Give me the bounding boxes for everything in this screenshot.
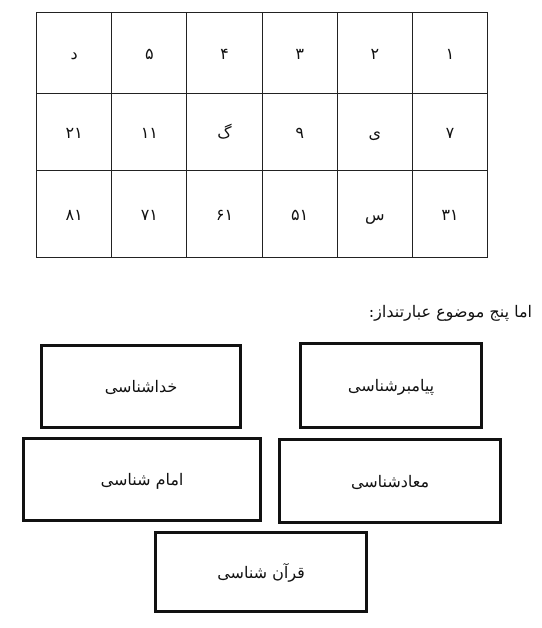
table-cell: ۵: [112, 13, 187, 94]
number-letter-table: [36, 12, 488, 258]
table-cell: ۷۱: [112, 171, 187, 258]
table-cell: ۳: [262, 13, 337, 94]
topic-box-imamology: [22, 437, 262, 522]
table-cell: ۱۱: [112, 94, 187, 171]
topic-box-theology: [40, 344, 242, 429]
table-cell: د: [37, 13, 112, 94]
topic-label: پیامبرشناسی: [347, 376, 435, 395]
table-row: [37, 13, 488, 94]
table-cell: س: [337, 171, 412, 258]
table-row: [37, 94, 488, 171]
topic-label: امام شناسی: [100, 470, 184, 489]
table-cell: ۹: [262, 94, 337, 171]
table-cell: گ: [187, 94, 262, 171]
table-cell: ۲: [337, 13, 412, 94]
topics-intro-text: اما پنج موضوع عبارتنداز:: [368, 302, 532, 321]
table-row: [37, 171, 488, 258]
table-cell: ۵۱: [262, 171, 337, 258]
table-cell: ۸۱: [37, 171, 112, 258]
topic-label: معادشناسی: [350, 471, 430, 491]
table-cell: ۲۱: [37, 94, 112, 171]
topic-box-prophetology: [299, 342, 483, 429]
table-cell: ۱: [412, 13, 487, 94]
topic-box-quranic-studies: [154, 531, 368, 613]
table-cell: ۳۱: [412, 171, 487, 258]
topic-box-eschatology: [278, 438, 502, 524]
table-cell: ۷: [412, 94, 487, 171]
topic-label: خداشناسی: [104, 377, 178, 396]
table-cell: ی: [337, 94, 412, 171]
table-cell: ۶۱: [187, 171, 262, 258]
topic-label: قرآن شناسی: [217, 562, 305, 582]
table-cell: ۴: [187, 13, 262, 94]
